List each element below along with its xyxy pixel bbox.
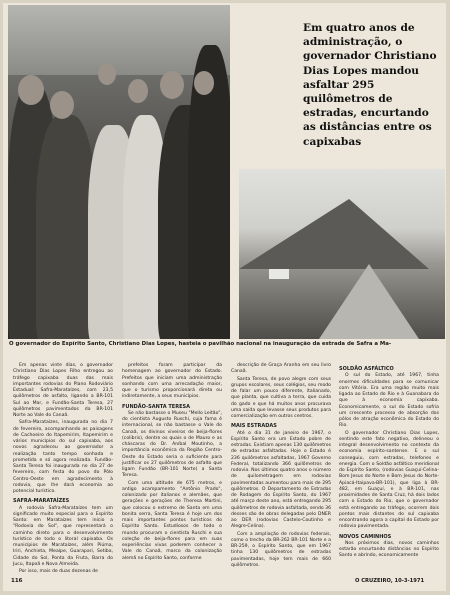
article-column-1 <box>13 363 113 576</box>
paragraph: prefeitos foram participar da homenagem ao governador do Estado. Prefeitos que iniciam uma administração sonhando com uma arrecadação maior, que o turismo proporcionará direta ou indiretamente, a seus municípios. <box>122 363 222 400</box>
magazine-page <box>3 3 446 591</box>
page-number: 116 <box>11 578 23 584</box>
paragraph: Com uma altitude de 675 metros, e antigo acampamento "Antônio Prado", colonizado por italianos e alemães, que gerações e gerações de Theresa Martini, que colocou o extremo de Santa em uma bonita serra, Santa Teresa é hoje um dos mais importantes pontos turísticos do Espírito Santo. Estudiosos de todo o mundo procuram o cientista Ruschi e sua coleção de beija-flores para em suas experiências vivas poderem conhecer a Vale do Canaã, marco da colonização alemã no Espírito Santo, conforme <box>122 480 222 561</box>
paragraph: Se não bastasse o Museu "Mello Leitão", do cientista Augusto Ruschi, cuja fama é internacional, se não bastasse o Vale do Canaã, os divinos viveiros de beija-flores (colibris), dentre os quais o de Mauro e as cháscaras do Dr. Aníbal Moutinho, a importância econômica da Região Centro-Oeste do Estado seria o suficiente para justificar os 27 quilômetros de asfalto que ligam Fundão (BR-101 Norte) a Santa Teresa. <box>122 410 222 479</box>
section-heading: SAFRA-MARATAÍZES <box>13 498 70 505</box>
article-column-2 <box>122 363 222 563</box>
paragraph: Por isso, mais de duas dezenas de <box>19 569 98 574</box>
governor-crowd-photo <box>8 5 230 339</box>
publication-footer: O CRUZEIRO, 10-3-1971 <box>355 578 425 584</box>
paragraph: descrição de Graça Aranha em seu livro Canaã. <box>231 363 331 375</box>
paragraph: Santa Teresa, de povo alegre com seus grupos escolares, seus colégios, seu modo de falar um pouco diferente, italianado, que planta, que cultiva a terra, que cuida do gado e que há muitos anos procurava uma saída que levasse seus produtos para comercialização em outros centros. <box>231 376 331 419</box>
intro-headline: Em quatro anos de administração, o governador Christiano Dias Lopes mandou asfaltar 295 quilômetros de estradas, encurtando as distâncias entre os capixabas <box>303 22 437 148</box>
paragraph: A rodovia Safra-Marataízes tem um significado muito especial para o Espírito Santo: em Marataízes tem início a "Rodovia do Sol", que representará o caminho direto para o desenvolvimento turístico de todo o litoral capixaba. Os municípios de Marataízes, além Piúma, Iriri, Anchieta, Meaípe, Guarapari, Setiba, Cidade do Sol, Ponta da Fruta, Barra do Jucu, Itapoã e Nova Almeida. <box>13 505 113 567</box>
paragraph: Em apenas vinte dias, o governador Christiano Dias Lopes Filho entregou ao tráfego capixaba duas das mais importantes rodovias do Plano Rodoviário Estadual: Safra-Marataízes, com 23,5 quilômetros de asfalto, ligando a BR-101 Sul ao Mar, e Fundão-Santa Teresa, 27 quilômetros pavimentados da BR-101 Norte ao Vale do Canaã. <box>13 363 113 418</box>
section-heading: MAIS ESTRADAS <box>231 423 277 430</box>
photo-caption: O governador do Espírito Santo, Christiano Dias Lopes, hasteia o pavilhão nacional na inauguração da estrada de Safra a Ma- <box>9 341 392 347</box>
section-heading: FUNDÃO-SANTA TERESA <box>122 403 190 410</box>
highway-photo <box>239 169 445 339</box>
paragraph: Nos próximos dias, novos caminhos estarão encurtando distâncias no Espírito Santo e abrindo, economicamente <box>339 540 439 559</box>
paragraph: Até o dia 31 de janeiro de 1967, o Espírito Santo era um Estado pobre de estradas. Existiam apenas 130 quilômetros de estradas asfaltadas. Hoje o Estado é 236 quilômetros asfaltadas, 1967 Governo Federal, totalizando 366 quilômetros de rodovia. Nos últimos quatro anos o número de quilometragem em rodovias pavimentadas aumentou para mais de 295 quilômetros. O Departamento de Estradas de Rodagem do Espírito Santo, do 1967 até março deste ano, está entregando 295 quilômetros de rodovia asfaltada, sendo 36 desses são de obras delegadas pelo DNER ao DER (rodovias Castelo-Coutinho e Alegre-Celina). <box>231 430 331 530</box>
paragraph: O governador Christiano Dias Lopes, sentindo este fato negativo, delineou o integral desenvolvimento no contexto da economia espírito-santense. E o sul conseguiu, com estradas, telefones e energia. Com o Soldão asfáltico meridional do Espírito Santo, (rodovias Guaçuí-Celina-Bom Jesus do Norte e Bom Jesus do Norte-Apiacá-Itaipava-BR-101), que liga à BR-482, em Guaçuí, e à BR-101, nas proximidades de Santa Cruz, há dois lados com o Estado do Rio, que o governador está entregando ao tráfego, ocorrem dois pontos mais distantes do sul capixaba encontrando agora a capital do Estado por rodovia pavimentada. <box>339 430 439 530</box>
paragraph: Safra-Marataízes, inaugurada no dia 7 de fevereiro, acompanhando as paisagens de Cachoeiro do Itapemirim, Itapemirim e vários municípios do sul capixaba, aos novos agradeceu ao governador a realização tanto tempo sonhada e prometida e só agora realizada. Fundão-Santa Teresa foi inaugurada no dia 27 de fevereiro, com festa do povo do Pólo Centro-Oeste em agradecimento à rodovia, que lhe dará economia ao potencial turístico. <box>13 420 113 494</box>
paragraph: Com a ampliação de rodovias federais, como o trecho da BR-262 BR-101 Norte e a BR-259, o Espírito Santo, que em 1967 tinha 130 quilômetros de estradas pavimentadas, hoje tem mais de 660 quilômetros. <box>231 531 331 568</box>
section-heading: NOVOS CAMINHOS <box>339 533 392 540</box>
paragraph: O sul do Estado, até 1967, tinha enormes dificuldades para se comunicar com Vitória. Era uma região muito mais ligada ao Estado do Rio e à Guanabara do que à economia capixaba. Economicamente, o sul do Estado sofria um crescente processo de absorção dos pólos de atração econômica do Estado do Rio. <box>339 373 439 429</box>
section-heading: SOLDÃO ASFÁLTICO <box>339 366 394 372</box>
article-column-4 <box>339 363 439 561</box>
article-column-3 <box>231 363 331 570</box>
